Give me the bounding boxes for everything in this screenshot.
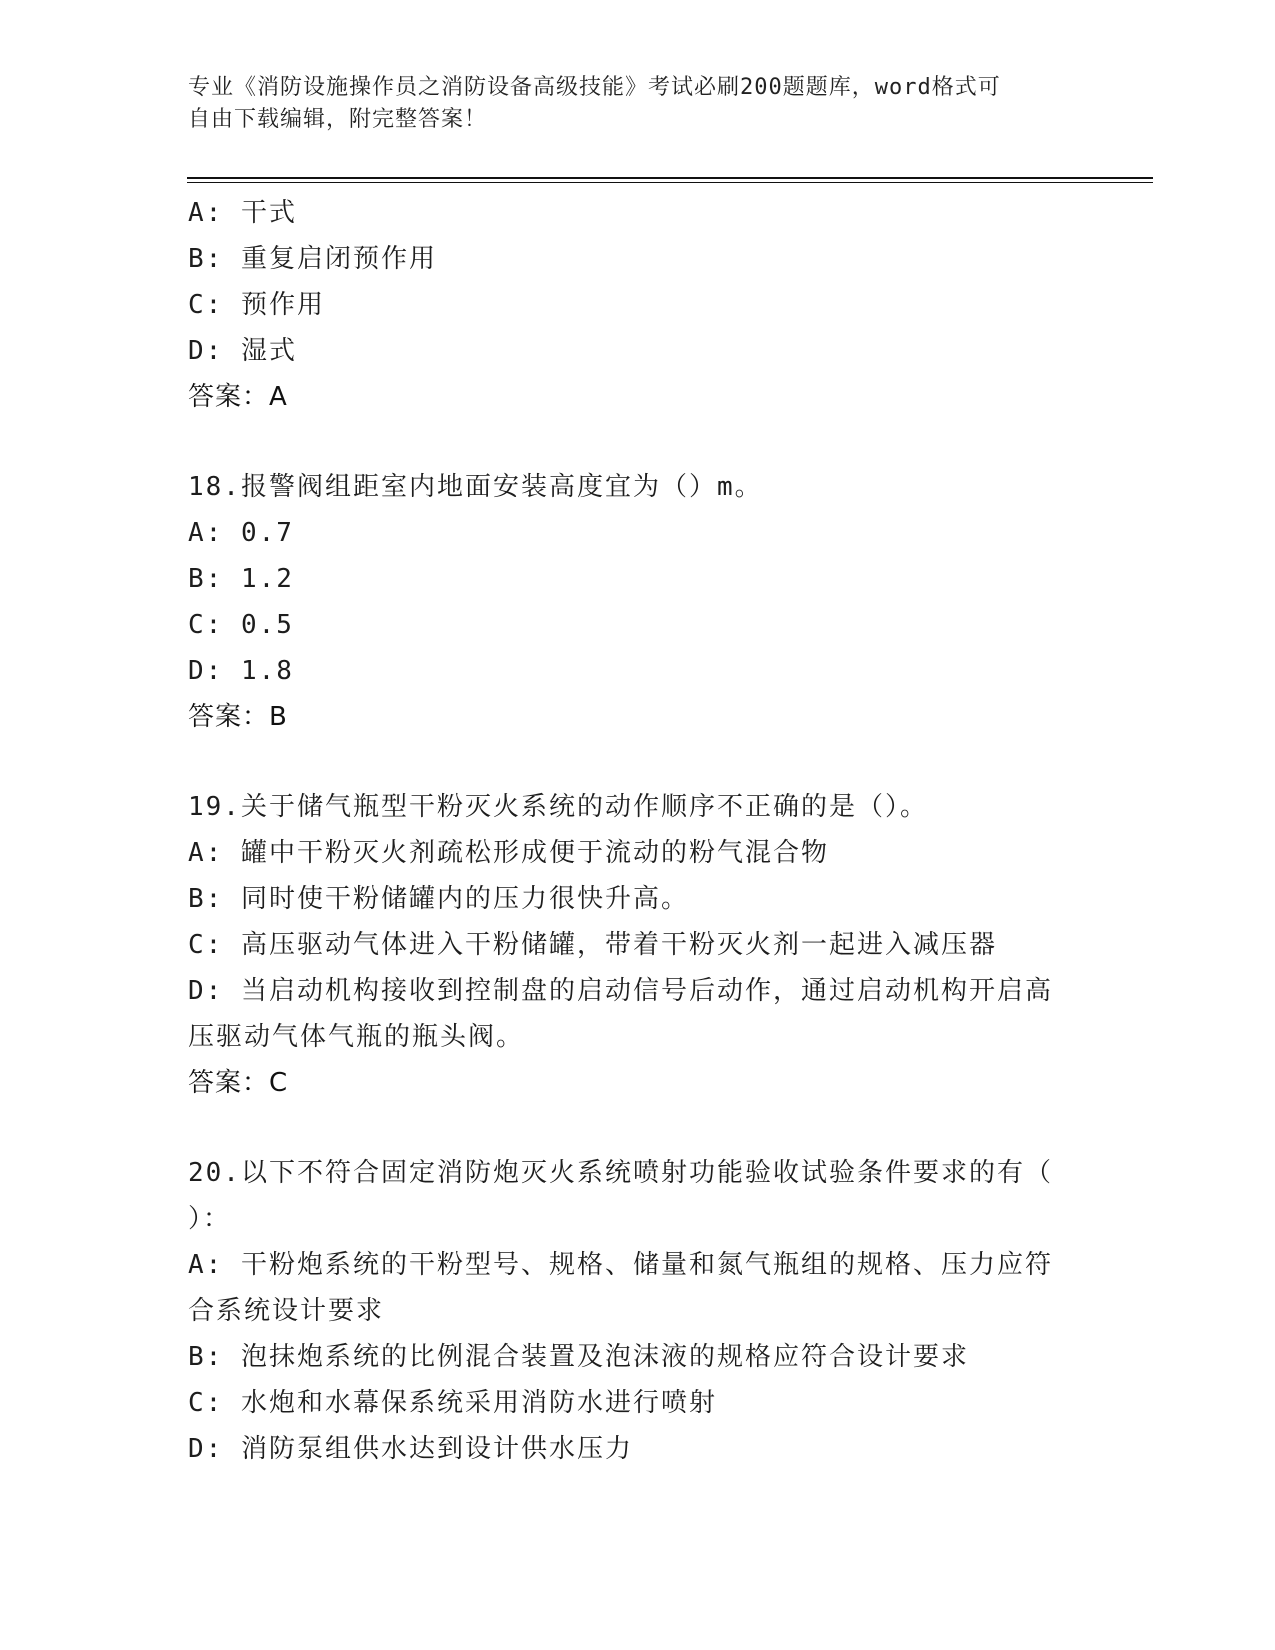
option-c: C: 预作用: [188, 290, 325, 320]
answer-line: 答案：A: [188, 382, 288, 412]
option-c: C: 0.5: [188, 610, 294, 640]
spacer: [188, 420, 1088, 464]
option-d-continued: 压驱动气体气瓶的瓶头阀。: [188, 1022, 525, 1052]
question-19: [188, 784, 1088, 1106]
option-a: A: 0.7: [188, 518, 294, 548]
option-c: C: 高压驱动气体进入干粉储罐，带着干粉灭火剂一起进入减压器: [188, 930, 997, 960]
question-text: 19.关于储气瓶型干粉灭火系统的动作顺序不正确的是（）。: [188, 792, 928, 822]
option-b: B: 同时使干粉储罐内的压力很快升高。: [188, 884, 689, 914]
spacer: [188, 1106, 1088, 1150]
option-d: D: 当启动机构接收到控制盘的启动信号后动作，通过启动机构开启高: [188, 976, 1053, 1006]
question-17: [188, 190, 1088, 420]
document-body: [188, 190, 1088, 1472]
spacer: [188, 740, 1088, 784]
question-text: 18.报警阀组距室内地面安装高度宜为（）m。: [188, 472, 763, 502]
answer-line: 答案：B: [188, 702, 288, 732]
question-text-continued: ）：: [188, 1204, 232, 1234]
question-text: 20.以下不符合固定消防炮灭火系统喷射功能验收试验条件要求的有（: [188, 1158, 1053, 1188]
answer-line: 答案：C: [188, 1068, 289, 1098]
option-c: C: 水炮和水幕保系统采用消防水进行喷射: [188, 1388, 717, 1418]
question-18: [188, 464, 1088, 740]
question-20: [188, 1150, 1088, 1472]
header-line-1: 专业《消防设施操作员之消防设备高级技能》考试必刷200题题库，word格式可: [188, 75, 1001, 100]
header-divider-thin: [187, 182, 1153, 183]
option-a: A: 罐中干粉灭火剂疏松形成便于流动的粉气混合物: [188, 838, 829, 868]
header-line-2: 自由下载编辑，附完整答案！: [188, 107, 488, 132]
option-d: D: 湿式: [188, 336, 297, 366]
option-a: A: 干式: [188, 198, 297, 228]
option-b: B: 1.2: [188, 564, 294, 594]
option-a-continued: 合系统设计要求: [188, 1296, 385, 1326]
option-a: A: 干粉炮系统的干粉型号、规格、储量和氮气瓶组的规格、压力应符: [188, 1250, 1053, 1280]
option-d: D: 消防泵组供水达到设计供水压力: [188, 1434, 633, 1464]
document-header: [188, 72, 1068, 136]
option-b: B: 泡抹炮系统的比例混合装置及泡沫液的规格应符合设计要求: [188, 1342, 969, 1372]
option-d: D: 1.8: [188, 656, 294, 686]
header-divider-thick: [187, 177, 1153, 179]
option-b: B: 重复启闭预作用: [188, 244, 437, 274]
